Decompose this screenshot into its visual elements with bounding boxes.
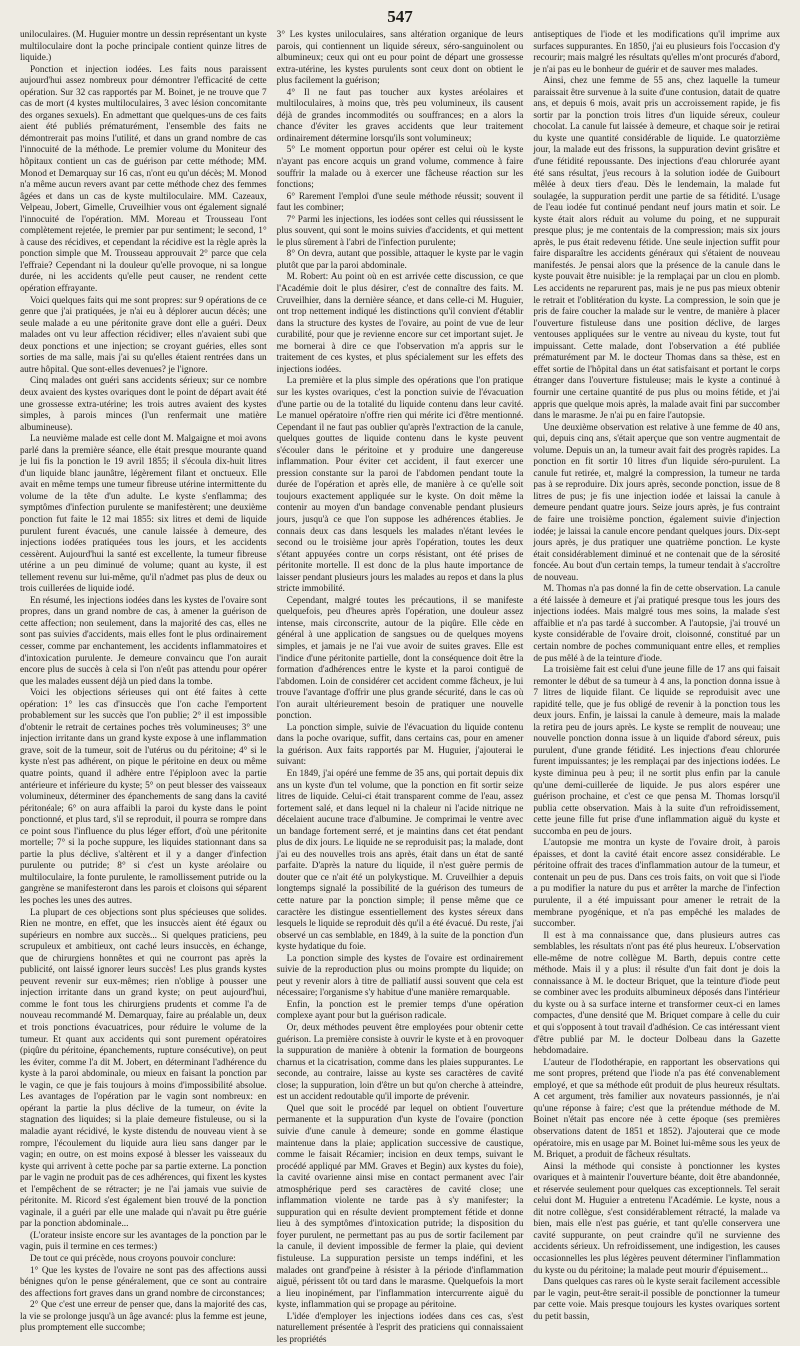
paragraph: Il est à ma connaissance que, dans plusieurs autres cas semblables, les résultats n'ont pas été plus heureux. L'observation elle-même de notre collègue M. Barth, depuis contre cette méthode. Mais il y a plus: il résulte d'un fait dont je dois la connaissance à M. le docteur Briquet, que la teinture d'iode peut se combiner avec les produits albumineux déposés dans l'intérieur du kyste ou à sa surface interne et transformer ceux-ci en lames compactes, d'une densité que M. Briquet compare à celle du cuir et qui s'opposent à tout travail d'adhésion. Ce cas intéressant vient d'être publié par M. le docteur Dolbeau dans la Gazette hebdomadaire.: [533, 930, 781, 1057]
text-columns: [20, 30, 781, 1345]
paragraph: M. Thomas n'a pas donné la fin de cette observation. La canule a été laissée à demeure et j'ai pratiqué presque tous les jours des injections iodées. Mais malgré tous mes soins, la malade s'est affaiblie et n'a pas tardé à succomber. A l'autopsie, j'ai trouvé un kyste considérable de l'ovaire droit, cloisonné, constitué par un certain nombre de poches communiquant entre elles, et remplies de pus mêlé à de la teinture d'iode.: [533, 584, 781, 664]
paragraph: Ainsi, chez une femme de 55 ans, chez laquelle la tumeur paraissait être survenue à la suite d'une contusion, datait de quatre ans, et depuis 6 mois, avait pris un accroissement rapide, je fis sortir par la ponction trois litres d'un liquide séreux, couleur chocolat. La canule fut laissée à demeure, et chaque soir je retirai du kyste une quantité considérable de liquide. Le quatorzième jour, la malade eut des frissons, la suppuration devint grisâtre et d'une fétidité repoussante. Des injections d'eau chlorurée ayant été sans résultat, j'eus recours à la solution iodée de Guibourt mêlée à deux tiers d'eau. Dès le lendemain, la malade fut soulagée, la suppuration perdit une partie de sa fétidité. L'usage de l'eau iodée fut continué pendant neuf jours matin et soir. Le kyste était alors réduit au volume du poing, et ne suppurait presque plus; je me contentais de la compression; mais six jours après, le pus était redevenu fétide. Une seule injection suffit pour faire disparaître les accidents généraux qui s'étaient de nouveau manifestés. Je pensai alors que la présence de la canule dans le kyste pouvait être nuisible: je la remplaçai par un clou en plomb. Les accidents ne reparurent pas, mais je ne pus pas mieux obtenir le retrait et l'oblitération du kyste. La compression, le soin que je pris de faire coucher la malade sur le ventre, de manière à placer l'ouverture fistuleuse dans une position déclive, de larges ventouses appliquées sur le ventre au niveau du kyste, tout fut impuissant. Cette malade, dont l'observation a été publiée prématurément par M. le docteur Thomas dans sa thèse, est en effet sortie de l'hôpital dans un état satisfaisant et portant le corps étranger dans l'ouverture fistuleuse; mais le kyste a continué à fournir une certaine quantité de pus plus ou moins fétide, et j'ai appris que quelque mois après, la malade avait fini par succomber dans le marasme. Je n'ai pu en faire l'autopsie.: [533, 76, 781, 422]
paragraph: Enfin, la ponction est le premier temps d'une opération complexe ayant pour but la guérison radicale.: [276, 999, 524, 1022]
paragraph: Dans quelques cas rares où le kyste serait facilement accessible par le vagin, peut-être serait-il possible de ponctionner la tumeur par cette voie. Mais presque toujours les kystes ovariques sortent du petit bassin,: [533, 1277, 781, 1322]
paragraph: La plupart de ces objections sont plus spécieuses que solides. Rien ne montre, en effet, que les insuccès aient été égaux ou supérieurs en nombre aux succès... Si quelques praticiens, peu scrupuleux et ambitieux, ont caché leurs insuccès, en échange, que de chirurgiens honnêtes et qui ne courront pas après la publicité, ont laissé ignorer leurs succès! Les plus grands kystes peuvent revenir sur eux-mêmes; rien n'oblige à pousser une injection irritante dans un grand kyste; on peut aujourd'hui, comme le font tous les chirurgiens prudents et comme l'a de nouveau recommandé M. Demarquay, faire au préalable un, deux et trois ponctions évacuatrices, pour réduire le volume de la tumeur. Et quant aux accidents qui sont purement opératoires (piqûre du péritoine, épanchements, rupture consécutive), on peut les éviter, comme l'a dit M. Jobert, en déterminant l'adhérence du kyste à la paroi abdominale, ou mieux en faisant la ponction par le vagin, ce que je fais toujours à moins d'impossibilité absolue. Les avantages de l'opération par le vagin sont nombreux: en opérant la partie la plus déclive de la tumeur, on évite la stagnation des liquides; si la plaie demeure fistuleuse, ou si la maladie ayant récidivé, le kyste distendu de nouveau vient à se rompre, l'écoulement du liquide aura lieu sans danger par le vagin; en outre, on est moins exposé à blesser les vaisseaux du kyste qui arrivent à cette poche par sa partie externe. La ponction par le vagin ne produit pas de ces adhérences, qui fixent les kystes et l'empêchent de se rétracter; je ne l'ai jamais vue suivie de péritonite. M. Ricord s'est également bien trouvé de la ponction vaginale, il a guéri par elle une malade qui n'avait pu être guérie par la ponction abdominale...: [20, 907, 267, 1230]
paragraph: 6° Rarement l'emploi d'une seule méthode réussit; souvent il faut les combiner;: [276, 191, 524, 214]
paragraph: En 1849, j'ai opéré une femme de 35 ans, qui portait depuis dix ans un kyste d'un tel volume, que la ponction en fit sortir seize litres de liquide. Celui-ci était transparent comme de l'eau, assez fortement salé, et dans lequel ni la chaleur ni l'acide nitrique ne décelaient aucune trace d'albumine. Je comprimai le ventre avec un bandage fortement serré, et je maintins dans cet état pendant plus de dix jours. Le liquide ne se reproduisit pas; la malade, dont j'ai eu des nouvelles trois ans après, était dans un état de santé parfaite. D'après la nature du liquide, il n'est guère permis de douter que ce n'ait été un polykystique. M. Cruveilhier a depuis longtemps signalé la possibilité de la guérison des tumeurs de cette nature par la ponction simple; il pense même que ce caractère les distingue essentiellement des kystes séreux dans lesquels le liquide se reproduit dès qu'il a été évacué. Du reste, j'ai observé un cas semblable, en 1849, à la suite de la ponction d'un kyste hydatique du foie.: [276, 769, 524, 953]
paragraph: 4° Il ne faut pas toucher aux kystes aréolaires et multiloculaires, à moins que, très peu volumineux, ils causent déjà de grandes incommodités ou souffrances; en a alors la chance d'éviter les graves accidents que leur traitement ordinairement détermine lorsqu'ils sont volumineux;: [276, 87, 524, 144]
paragraph: 1° Que les kystes de l'ovaire ne sont pas des affections aussi bénignes qu'on le pense généralement, que ce sont au contraire des affections fort graves dans un grand nombre de circonstances;: [20, 1265, 267, 1299]
paragraph: 5° Le moment opportun pour opérer est celui où le kyste n'ayant pas encore acquis un grand volume, commence à faire souffrir la malade ou à exercer une fâcheuse réaction sur les fonctions;: [276, 145, 524, 191]
paragraph: 2° Que c'est une erreur de penser que, dans la majorité des cas, la vie se prolonge jusqu'à un âge avancé: plus la femme est jeune, plus promptement elle succombe;: [20, 1300, 267, 1334]
paragraph: La neuvième malade est celle dont M. Malgaigne et moi avons parlé dans la première séance, elle était presque mourante quand je lui fis la ponction le 19 avril 1855; il s'écoula dix-huit litres d'un liquide blanc jaunâtre, légèrement filant et onctueux. Elle avait en même temps une tumeur fibreuse utérine intermittente du volume de la tête d'un adulte. Le kyste s'enflamma; des symptômes d'infection purulente se manifestèrent; une deuxième ponction fut faite le 12 mai 1855: six litres et demi de liquide purulent furent évacués, une canule laissée à demeure, des injections iodées pratiquées tous les jours, et les accidents cessèrent. Aujourd'hui la santé est excellente, la tumeur fibreuse utérine a un peu diminué de volume; quant au kyste, il est tellement revenu sur lui-même, qu'il n'admet pas plus de deux ou trois cuillerées de liquide iodé.: [20, 434, 267, 595]
paragraph: En résumé, les injections iodées dans les kystes de l'ovaire sont propres, dans un grand nombre de cas, à amener la guérison de cette affection; non seulement, dans la majorité des cas, elles ne sont pas suivies d'accidents, mais elles font le plus ordinairement cesser, comme par enchantement, les accidents inflammatoires et d'intoxication purulente. Je demeure convaincu que l'on aurait encore plus de succès à cela si l'on n'eût pas attendu pour opérer que les malades eussent déjà un pied dans la tombe.: [20, 595, 267, 687]
paragraph: Une deuxième observation est relative à une femme de 40 ans, qui, depuis cinq ans, s'était aperçue que son ventre augmentait de volume. Depuis un an, la tumeur avait fait des progrès rapides. La ponction en fit sortir 10 litres d'un liquide séro-purulent. La canule fut retirée, et, malgré la compression, la tumeur ne tarda pas à se reproduire. Dix jours après, seconde ponction, issue de 8 litres de pus; je fis une injection iodée et laissai la canule à demeure pendant quatre jours. Seize jours après, je fus contraint de faire une troisième ponction, également suivie d'injection iodée; je laissai la canule encore pendant quelques jours. Dix-sept jours après, je dus pratiquer une quatrième ponction. Le kyste était considérablement diminué et ne contenait que de la sérosité foncée. Au bout d'un certain temps, la tumeur tendait à s'accroître de nouveau.: [533, 422, 781, 583]
paragraph: Or, deux méthodes peuvent être employées pour obtenir cette guérison. La première consiste à ouvrir le kyste et à en provoquer la suppuration de manière à obtenir la formation de bourgeons charnus et la cicatrisation, comme dans les plaies suppurantes. Le seconde, au contraire, laisse au kyste ses caractères de cavité close; la suppuration, loin d'être un but qu'on cherche à atteindre, est un accident redoutable qu'il importe de prévenir.: [276, 1023, 524, 1103]
paragraph: M. Robert: Au point où en est arrivée cette discussion, ce que l'Académie doit le plus désirer, c'est de connaître des faits. M. Cruveilhier, dans la dernière séance, et dans celle-ci M. Huguier, ont trop nettement indiqué les distinctions qu'il convient d'établir dans la structure des kystes de l'ovaire, au point de vue de leur curabilité, pour que je revienne encore sur cet important sujet. Je me bornerai à dire ce que l'observation m'a appris sur le traitement de ces kystes, et plus spécialement sur les effets des injections iodées.: [276, 272, 524, 375]
paragraph: Quel que soit le procédé par lequel on obtient l'ouverture permanente et la suppuration d'un kyste de l'ovaire (ponction suivie d'une canule à demeure; sonde en gomme élastique maintenue dans la plaie; application successive de caustique, comme le faisait Récamier; incision en deux temps, suivant le procédé appliqué par MM. Graves et Begin) aux kystes du foie), la cavité ovarienne ainsi mise en contact permanent avec l'air atmosphérique perd ses caractères de cavité close; une inflammation violente ne tarde pas à s'y manifester; la suppuration qui en résulte devient promptement fétide et donne lieu à des symptômes d'intoxication putride; la disposition du foyer purulent, ne permettant pas au pus de sortir facilement par la canule, il devient impossible de fermer la plaie, qui devient fistuleuse. La suppuration persiste un temps indéfini, et les malades ont grand'peine à résister à la période d'inflammation aiguë, périssent tôt ou tard dans le marasme. Quelquefois la mort a lieu inopinément, par l'inflammation intercurrente aiguë du kyste, inflammation qui se propage au péritoine.: [276, 1103, 524, 1311]
paragraph: La troisième fait est celui d'une jeune fille de 17 ans qui faisait remonter le début de sa tumeur à 4 ans, la ponction donna issue à 7 litres de liquide filant. Ce liquide se reproduisit avec une rapidité telle, que je fus obligé de revenir à la ponction tous les deux jours. Enfin, je laissai la canule à demeure, mais la malade la retira peu de jours après. Le kyste se remplit de nouveau; une nouvelle ponction donna issue à un liquide d'abord séreux, puis purulent, d'une grande fétidité. Les injections d'eau chlorurée furent impuissantes; je les remplaçai par des injections iodées. Le kyste diminua peu à peu; il ne sortit plus enfin par la canule qu'une demi-cuillerée de liquide. Je pus alors espérer une guérison prochaine, et c'est ce que pensa M. Thomas lorsqu'il publia cette observation. Mais à la suite d'un refroidissement, cette jeune fille fut prise d'une inflammation aiguë du kyste et succomba en peu de jours.: [533, 665, 781, 837]
paragraph: La première et la plus simple des opérations que l'on pratique sur les kystes ovariques, c'est la ponction suivie de l'évacuation d'une partie ou de la totalité du liquide contenu dans leur cavité. Le manuel opératoire n'offre rien qui mérite ici d'être mentionné. Cependant il ne faut pas oublier qu'après l'extraction de la canule, quelques gouttes de liquide contenu dans le kyste peuvent s'écouler dans le péritoine et y produire une dangereuse inflammation. Pour éviter cet accident, il faut exercer une pression constante sur la paroi de l'abdomen pendant toute la durée de l'opération et après elle, de manière à ce qu'elle soit toujours exactement appliquée sur le kyste. On doit même la contenir au moyen d'un bandage convenable pendant plusieurs jours, jusqu'à ce que l'on suppose les adhérences établies. Je connais deux cas dans lesquels les malades n'étant levées le second ou le troisième jour après l'opération, toutes les deux s'étant appuyées contre un corps résistant, ont été prises de péritonite mortelle. Il est donc de la plus haute importance de laisser pendant plusieurs jours les malades au repos et dans la plus stricte immobilité.: [276, 376, 524, 595]
column-middle: [276, 30, 524, 1345]
column-right: [533, 30, 781, 1322]
paragraph: Voici les objections sérieuses qui ont été faites à cette opération: 1° les cas d'insuccès que l'on cache l'emportent probablement sur les succès que l'on publie; 2° il est impossible d'obtenir le retrait de certaines poches très volumineuses; 3° une injection irritante dans un grand kyste expose à une inflammation grave, soit de la tumeur, soit de l'utérus ou du péritoine; 4° si le kyste n'est pas adhérent, on pique le péritoine en deux ou même quatre points, quand il adhère entre l'épiploon avec la partie antérieure et inférieure du kyste; 5° on peut blesser des vaisseaux volumineux, déterminer des épanchements de sang dans la cavité péritonéale; 6° on aura affaibli la paroi du kyste dans le point ponctionné, et plus tard, s'il se reproduit, il pourra se rompre dans ce point sous l'influence du plus léger effort, d'où une péritonite mortelle; 7° si la poche suppure, les liquides stationnant dans sa partie la plus déclive, s'altèrent et il y a danger d'infection purulente ou putride; 8° si c'est un kyste aréolaire ou multiloculaire, la fonte purulente, le ramollissement putride ou la gangrène se manifesteront dans les parois et cloisons qui séparent les poches les unes des autres.: [20, 688, 267, 907]
paragraph: Ainsi la méthode qui consiste à ponctionner les kystes ovariques et à maintenir l'ouverture béante, doit être abandonnée, et réservée seulement pour quelques cas exceptionnels. Tel serait celui dont M. Huguier a entretenu l'Académie. Le kyste, nous a dit notre collègue, s'est considérablement rétracté, la malade va bien, mais elle n'est pas guérie, et tant qu'elle conservera une cavité suppurante, on peut craindre qu'il ne survienne des accidents sérieux. Un refroidissement, une indigestion, les causes occasionnelles les plus légères peuvent déterminer l'inflammation du kyste ou du péritoine; la malade peut mourir d'épuisement...: [533, 1161, 781, 1276]
column-left: [20, 30, 267, 1334]
paragraph: 3° Les kystes uniloculaires, sans altération organique de leurs parois, qui contiennent un liquide séreux, séro-sanguinolent ou albumineux; ceux qui ont eu pour point de départ une grossesse extra-utérine, les kystes purulents sont ceux dont on obtient le plus facilement la guérison;: [276, 30, 524, 87]
page-number: 547: [387, 7, 413, 26]
paragraph: Cependant, malgré toutes les précautions, il se manifeste quelquefois, peu d'heures après l'opération, une douleur assez intense, mais circonscrite, autour de la piqûre. Elle cède en général à une application de sangsues ou de quelques moyens simples, et jamais je ne l'ai vue avoir de suites graves. Elle est l'indice d'une péritonite partielle, dont la conséquence doit être la formation d'adhérences entre le kyste et la paroi contiguë de l'abdomen. Loin de considérer cet accident comme fâcheux, je lui trouve l'avantage d'offrir une plus grande sécurité, dans le cas où l'on aurait ultérieurement besoin de pratiquer une nouvelle ponction.: [276, 595, 524, 722]
paragraph: De tout ce qui précède, nous croyons pouvoir conclure:: [30, 1253, 236, 1264]
paragraph: L'idée d'employer les injections iodées dans ces cas, s'est naturellement présentée à l'esprit des praticiens qui connaissaient les propriétés: [276, 1311, 524, 1345]
paragraph: L'auteur de l'Iodothérapie, en rapportant les observations qui me sont propres, prétend que l'iode n'a pas été convenablement employé, et que sa méthode eût produit de plus heureux résultats. A cet argument, très familier aux novateurs passionnés, je n'ai qu'une réponse à faire; c'est que la prétendue méthode de M. Boinet n'était pas encore née à cette époque (ses premières observations datent de 1851 et 1852). J'ajouterai que ce mode opératoire, mis en usage par M. Boinet lui-même sous les yeux de M. Briquet, a produit de fâcheux résultats.: [533, 1057, 781, 1161]
paragraph: L'autopsie me montra un kyste de l'ovaire droit, à parois épaisses, et dont la cavité était encore assez considérable. Le péritoine offrait des traces d'inflammation autour de la tumeur, et contenait un peu de pus. Dans ces trois faits, on voit que si l'iode a pu modifier la nature du pus et arrêter la marche de l'infection purulente, il a été impuissant pour amener le retrait de la membrane pyogénique, et n'a pas empêché les malades de succomber.: [533, 838, 781, 930]
paragraph: (L'orateur insiste encore sur les avantages de la ponction par le vagin, puis il termine en ces termes:): [20, 1230, 267, 1253]
paragraph: La ponction simple, suivie de l'évacuation du liquide contenu dans la poche ovarique, suffit, dans certains cas, pour en amener la guérison. Aux faits rapportés par M. Huguier, j'ajouterai le suivant:: [276, 722, 524, 768]
paragraph: Voici quelques faits qui me sont propres: sur 9 opérations de ce genre que j'ai pratiquées, je n'ai eu à déplorer aucun décès; une seule malade a eu une péritonite grave dont elle a guéri. Deux malades ont vu leur affection récidiver; elles n'avaient subi que deux ponctions et une injection; se croyant guéries, elles sont sorties de ma salle, mais j'ai su qu'elles étaient rentrées dans un autre hôpital. Que sont-elles devenues? je l'ignore.: [20, 295, 267, 375]
paragraph: Ponction et injection iodées. Les faits nous paraissent aujourd'hui assez nombreux pour démontrer l'efficacité de cette opération. Sur 32 cas rapportés par M. Boinet, je ne trouve que 7 cas de mort (4 kystes multiloculaires, 3 avec lésion concomitante des organes sexuels). En admettant que quelques-uns de ces faits aient été publiés prématurément, l'ensemble des faits ne démontrerait pas moins l'utilité, et dans un grand nombre de cas l'innocuité de la méthode. Le premier volume du Moniteur des hôpitaux contient un cas de guérison par cette méthode; MM. Monod et Demarquay sur 16 cas, n'ont eu qu'un décès; M. Monod n'a même aucun revers avant par cette méthode chez des femmes âgées et dans un cas de kyste multiloculaire. MM. Cazeaux, Velpeau, Jobert, Gimelle, Cruveilhier vous ont également signalé l'innocuité de l'opération. MM. Moreau et Trousseau l'ont complètement rejetée, le premier par pur sentiment; le second, 1° à cause des récidives, et cependant la récidive est la règle après la ponction simple que M. Trousseau approuvait 2° parce que cela l'effraie? Cependant ni la douleur qu'elle provoque, ni sa longue durée, ni les accidents qu'elle peut causer, ne rendent cette opération effrayante.: [20, 64, 267, 295]
paragraph: La ponction simple des kystes de l'ovaire est ordinairement suivie de la reproduction plus ou moins prompte du liquide; on peut y revenir alors à titre de palliatif aussi souvent que cela est nécessaire; l'organisme s'y habitue d'une manière remarquable.: [276, 953, 524, 999]
paragraph: uniloculaires. (M. Huguier montre un dessin représentant un kyste multiloculaire dont la poche principale contient quinze litres de liquide.): [20, 30, 267, 64]
paragraph: Cinq malades ont guéri sans accidents sérieux; sur ce nombre deux avaient des kystes ovariques dont le point de départ avait été une grossesse extra-utérine; les trois autres avaient des kystes simples, à parois minces (l'un renfermait une matière albumineuse).: [20, 376, 267, 433]
paragraph: antiseptiques de l'iode et les modifications qu'il imprime aux surfaces suppurantes. En 1850, j'ai eu plusieurs fois l'occasion d'y recourir; mais malgré les résultats qu'elles m'ont procurés d'abord, je n'ai pas eu le bonheur de guérir et de sauver mes malades.: [533, 30, 781, 75]
paragraph: 8° On devra, autant que possible, attaquer le kyste par le vagin plutôt que par la paroi abdominale.: [276, 249, 524, 271]
paragraph: 7° Parmi les injections, les iodées sont celles qui réussissent le plus souvent, qui sont le moins suivies d'accidents, et qui mettent le plus sûrement à l'abri de l'infection purulente;: [276, 214, 524, 248]
